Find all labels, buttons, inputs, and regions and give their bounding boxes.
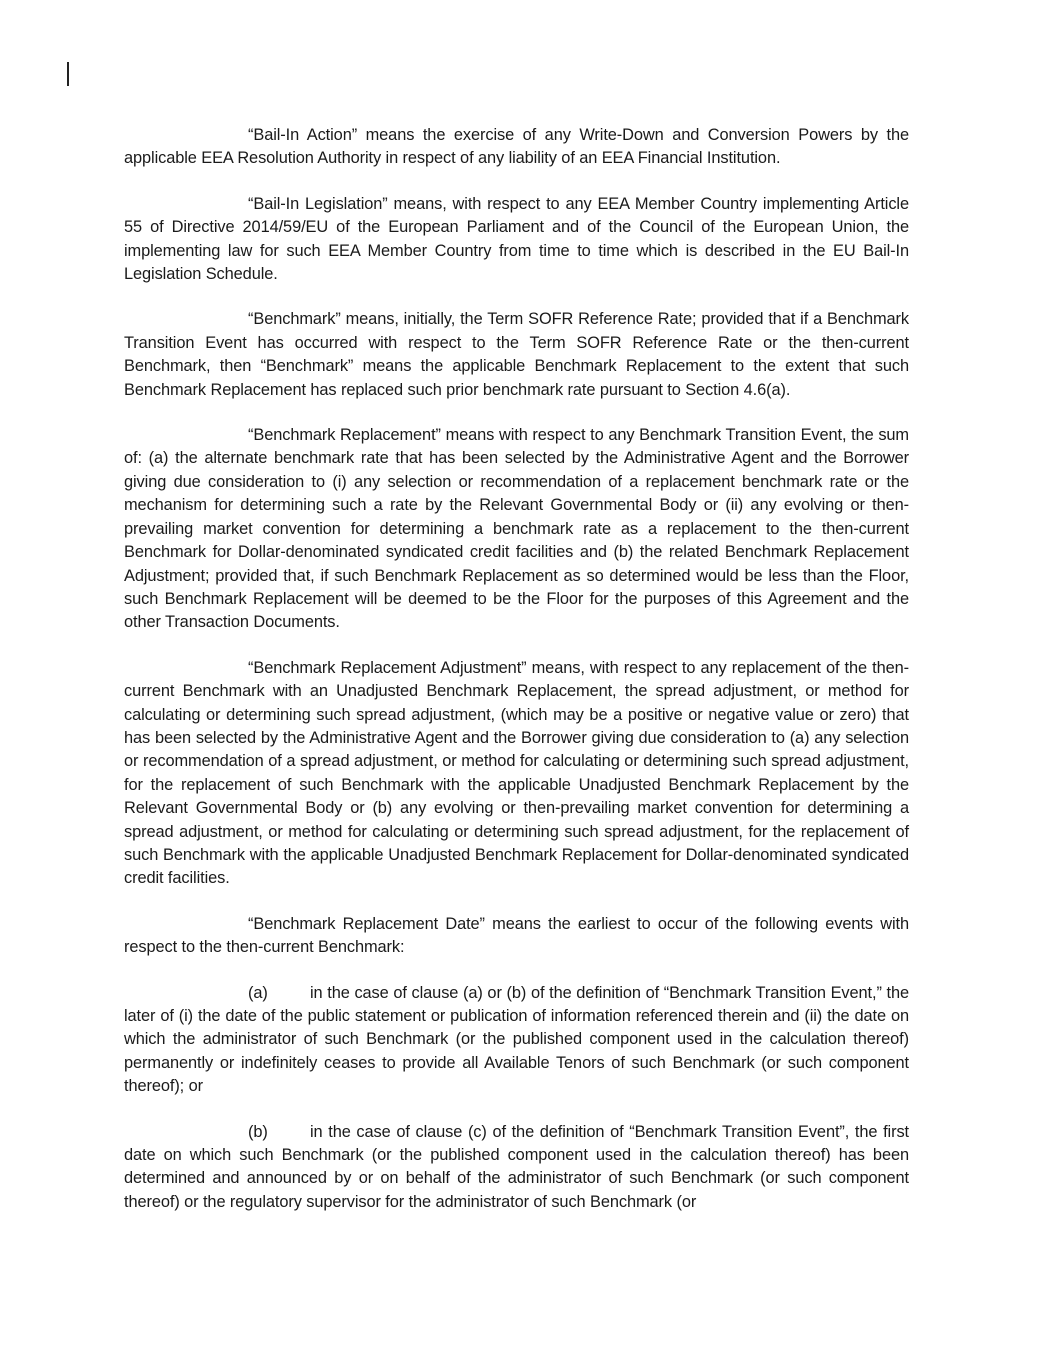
definition-benchmark-replacement: “Benchmark Replacement” means with respect to any Benchmark Transition Event, the sum of: (a) the alternate benchmark rate that has been selected by the Administrative Agent and the Borrower giving due consideration to (i) any selection or recommendation of a replacement benchmark rate or the mechanism for determining such a rate by the Relevant Governmental Body or (ii) any evolving or then-prevailing market convention for determining a benchmark rate as a replacement to the then-current Benchmark for Dollar-denominated syndicated credit facilities and (b) the related Benchmark Replacement Adjustment; provided that, if such Benchmark Replacement as so determined would be less than the Floor, such Benchmark Replacement will be deemed to be the Floor for the purposes of this Agreement and the other Transaction Documents. [124,426,909,632]
definition-benchmark-replacement-adjustment: “Benchmark Replacement Adjustment” means, with respect to any replacement of the then-current Benchmark with an Unadjusted Benchmark Replacement, the spread adjustment, or method for calculating or determining such spread adjustment, (which may be a positive or negative value or zero) that has been selected by the Administrative Agent and the Borrower giving due consideration to (a) any selection or recommendation of a spread adjustment, or method for calculating or determining such spread adjustment, for the replacement of such Benchmark with the applicable Unadjusted Benchmark Replacement by the Relevant Governmental Body or (b) any evolving or then-prevailing market convention for determining a spread adjustment, or method for calculating or determining such spread adjustment, for the replacement of such Benchmark with the applicable Unadjusted Benchmark Replacement for Dollar-denominated syndicated credit facilities. [124,658,909,888]
clause-a [124,982,909,1099]
clause-b-text: in the case of clause (c) of the definition of “Benchmark Transition Event”, the first date on which such Benchmark (or the published component used in the calculation thereof) has been determined and announced by or on behalf of the administrator of such Benchmark (or such component thereof) or the regulatory supervisor for the administrator of such Benchmark (or [124,1122,909,1211]
document-body [124,124,909,1236]
clause-a-text: in the case of clause (a) or (b) of the definition of “Benchmark Transition Event,” the later of (i) the date of the public statement or publication of information referenced therein and (ii) the date on which the administrator of such Benchmark (or the published component used in the calculation thereof) permanently or indefinitely ceases to provide all Available Tenors of such Benchmark (or such component thereof); or [124,983,909,1096]
clause-b-label: (b) [248,1122,268,1141]
text-cursor-mark [67,62,69,86]
definition-benchmark-replacement-date: “Benchmark Replacement Date” means the earliest to occur of the following events with respect to the then-current Benchmark: [124,914,909,957]
clause-b [124,1121,909,1215]
clause-a-label: (a) [248,983,268,1002]
definition-bail-in-action: “Bail-In Action” means the exercise of any Write-Down and Conversion Powers by the applicable EEA Resolution Authority in respect of any liability of an EEA Financial Institution. [124,126,909,168]
definition-bail-in-legislation: “Bail-In Legislation” means, with respect to any EEA Member Country implementing Article 55 of Directive 2014/59/EU of the European Parliament and of the Council of the European Union, the implementing law for such EEA Member Country from time to time which is described in the EU Bail-In Legislation Schedule. [124,194,909,284]
definition-benchmark: “Benchmark” means, initially, the Term SOFR Reference Rate; provided that if a Benchmark Transition Event has occurred with respect to the Term SOFR Reference Rate or the then-current Benchmark, then “Benchmark” means the applicable Benchmark Replacement to the extent that such Benchmark Replacement has replaced such prior benchmark rate pursuant to Section 4.6(a). [124,310,909,399]
